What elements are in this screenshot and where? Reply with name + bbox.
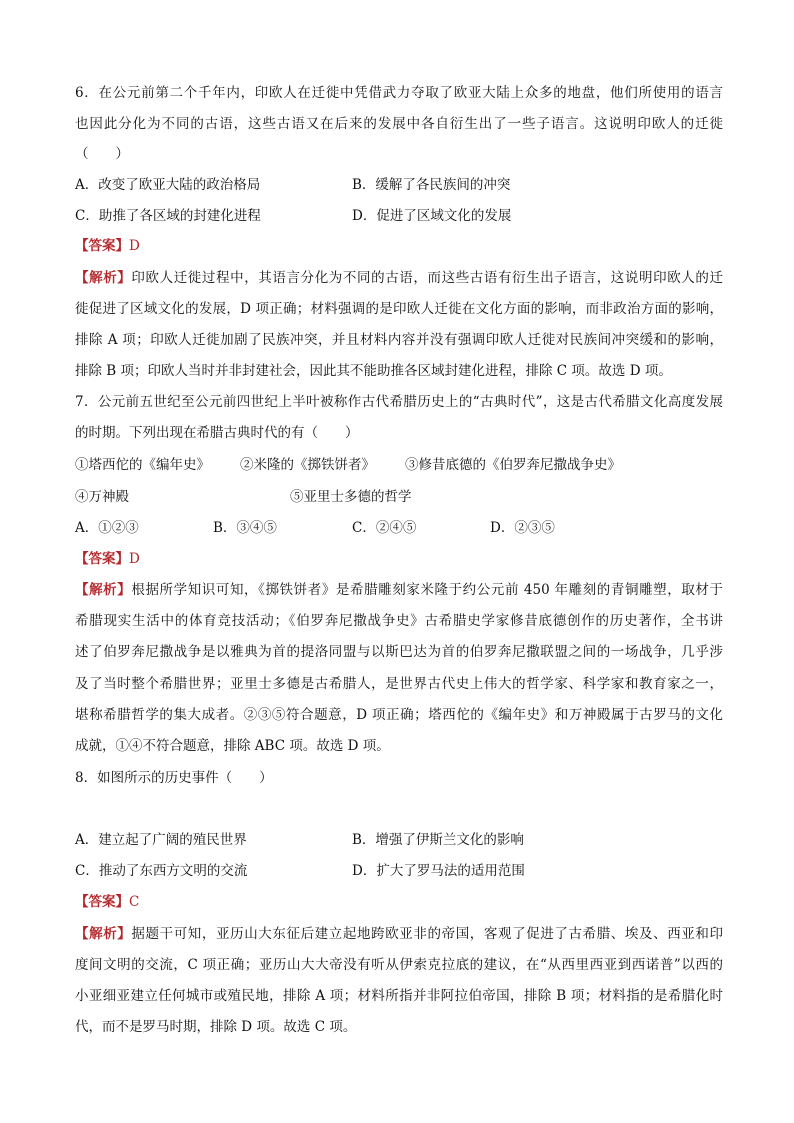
answer-value: D xyxy=(129,238,140,254)
q7-analysis-line: 堪称希腊哲学的集大成者。②③⑤符合题意，D 项正确；塔西佗的《编年史》和万神殿属于古罗马的文化 xyxy=(75,707,723,723)
q7-item-2: ②米隆的《掷铁饼者》 xyxy=(240,457,375,473)
q7-analysis-line: 述了伯罗奔尼撒战争是以雅典为首的提洛同盟与以斯巴达为首的伯罗奔尼撒联盟之间的一场战争，几乎涉 xyxy=(75,644,723,660)
q7-item-3: ③修昔底德的《伯罗奔尼撒战争史》 xyxy=(405,457,621,473)
q7-analysis-line: 希腊现实生活中的体育竞技活动；《伯罗奔尼撒战争史》古希腊史学家修昔底德创作的历史著作，全书讲 xyxy=(75,613,723,629)
q6-analysis-line: 徙促进了区域文化的发展，D 项正确；材料强调的是印欧人迁徙在文化方面的影响，而非政治方面的影响， xyxy=(75,301,723,317)
analysis-text: 据题干可知，亚历山大东征后建立起地跨欧亚非的帝国，客观了促进了古希腊、埃及、西亚和印 xyxy=(131,926,724,942)
q7-option-a: A．①②③ xyxy=(75,520,139,536)
q6-stem-line: 也因此分化为不同的古语，这些古语又在后来的发展中各自衍生出了一些子语言。这说明印欧人的迁徙 xyxy=(75,116,723,132)
analysis-label: 【解析】 xyxy=(75,582,132,598)
q8-answer xyxy=(75,892,139,912)
q6-analysis-line: 排除 B 项；印欧人当时并非封建社会，因此其不能助推各区域封建化进程，排除 C 项。故选 D 项。 xyxy=(75,363,672,379)
q7-option-b: B．③④⑤ xyxy=(213,520,277,536)
analysis-text: 根据所学知识可知，《掷铁饼者》是希腊雕刻家米隆于约公元前 450 年雕刻的青铜雕塑，取材于 xyxy=(131,582,724,598)
q6-option-a: A．改变了欧亚大陆的政治格局 xyxy=(75,177,261,193)
q6-analysis-line xyxy=(75,268,723,288)
q8-analysis-line: 小亚细亚建立任何城市或殖民地，排除 A 项；材料所指并非阿拉伯帝国，排除 B 项；材料指的是希腊化时 xyxy=(75,988,723,1004)
q7-stem-line: 的时期。下列出现在希腊古典时代的有（ ） xyxy=(75,425,359,441)
q7-analysis-line xyxy=(75,580,723,600)
q7-option-d: D．②③⑤ xyxy=(490,520,555,536)
q8-option-d: D．扩大了罗马法的适用范围 xyxy=(352,863,525,879)
q6-answer-blank: （ ） xyxy=(75,146,129,162)
q6-answer xyxy=(75,236,140,256)
q8-option-c: C．推动了东西方文明的交流 xyxy=(75,863,248,879)
q7-answer xyxy=(75,549,140,569)
q8-analysis-line: 度间文明的交流，C 项正确；亚历山大大帝没有听从伊索克拉底的建议，在“从西里西亚到西诺普”以西的 xyxy=(75,957,723,973)
q6-option-c: C．助推了各区域的封建化进程 xyxy=(75,208,261,224)
answer-value: C xyxy=(129,894,140,910)
q7-item-5: ⑤亚里士多德的哲学 xyxy=(290,489,412,505)
analysis-text: 印欧人迁徙过程中，其语言分化为不同的古语，而这些古语有衍生出子语言，这说明印欧人的迁 xyxy=(131,270,724,286)
q8-analysis-line: 代，而不是罗马时期，排除 D 项。故选 C 项。 xyxy=(75,1019,357,1035)
answer-label: 【答案】 xyxy=(75,894,129,910)
q6-option-d: D．促进了区域文化的发展 xyxy=(352,208,512,224)
answer-label: 【答案】 xyxy=(75,551,129,567)
q7-option-c: C．②④⑤ xyxy=(352,520,417,536)
q8-option-a: A．建立起了广阔的殖民世界 xyxy=(75,832,247,848)
analysis-label: 【解析】 xyxy=(75,926,132,942)
q7-stem-line: 7．公元前五世纪至公元前四世纪上半叶被称作古代希腊历史上的“古典时代”，这是古代希腊文化高度发展 xyxy=(75,394,723,410)
q7-analysis-line: 及了当时整个希腊世界；亚里士多德是古希腊人，是世界古代史上伟大的哲学家、科学家和教育家之一， xyxy=(75,676,723,692)
q7-item-1: ①塔西佗的《编年史》 xyxy=(75,457,210,473)
answer-label: 【答案】 xyxy=(75,238,129,254)
q8-analysis-line xyxy=(75,924,723,944)
analysis-label: 【解析】 xyxy=(75,270,132,286)
q6-analysis-line: 排除 A 项；印欧人迁徙加剧了民族冲突，并且材料内容并没有强调印欧人迁徙对民族间冲突缓和的影响， xyxy=(75,332,723,348)
q7-analysis-line: 成就，①④不符合题意，排除 ABC 项。故选 D 项。 xyxy=(75,738,390,754)
q6-stem-line: 6．在公元前第二个千年内，印欧人在迁徙中凭借武力夺取了欧亚大陆上众多的地盘，他们所使用的语言 xyxy=(75,85,723,101)
q8-option-b: B．增强了伊斯兰文化的影响 xyxy=(352,832,524,848)
q7-item-4: ④万神殿 xyxy=(75,489,129,505)
q8-stem-line: 8．如图所示的历史事件（ ） xyxy=(75,770,273,786)
q6-option-b: B．缓解了各民族间的冲突 xyxy=(352,177,511,193)
answer-value: D xyxy=(129,551,140,567)
